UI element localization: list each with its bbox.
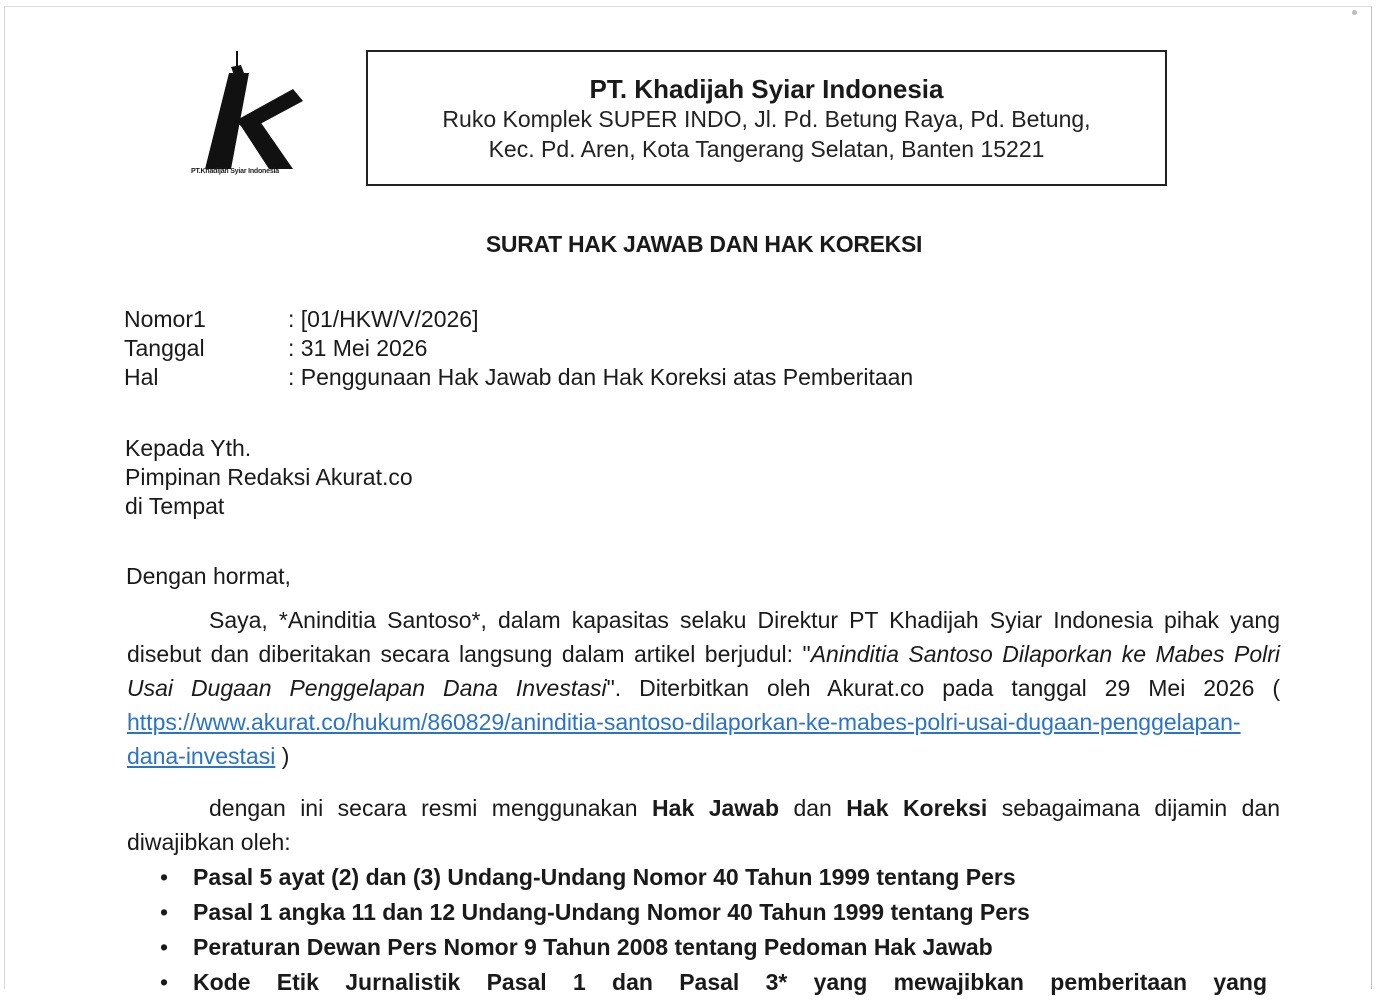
paragraph-2-text-a: dengan ini secara resmi menggunakan [209, 795, 653, 821]
meta-value: : Penggunaan Hak Jawab dan Hak Koreksi atas Pemberitaan [288, 364, 914, 390]
paragraph-2 [127, 791, 1280, 859]
letter-page [4, 6, 1372, 995]
bullet-icon: • [160, 934, 169, 960]
bullet-icon: • [160, 899, 169, 925]
scan-speck [1352, 10, 1357, 15]
logo-caption: PT.Khadijah Syiar Indonesia [191, 168, 279, 175]
recipient-line-1: Kepada Yth. [125, 435, 252, 461]
list-item-text: Kode Etik Jurnalistik Pasal 1 dan Pasal 3* yang mewajibkan pemberitaan yang [193, 969, 1267, 995]
letter-title: SURAT HAK JAWAB DAN HAK KOREKSI [485, 231, 923, 257]
list-item-text: Pasal 5 ayat (2) dan (3) Undang-Undang Nomor 40 Tahun 1999 tentang Pers [193, 864, 1016, 890]
list-item [155, 930, 1267, 965]
company-name: PT. Khadijah Syiar Indonesia [589, 74, 944, 104]
paragraph-1 [127, 603, 1280, 773]
hak-koreksi-term: Hak Koreksi [846, 795, 988, 821]
paragraph-2-text-b: dan [779, 795, 847, 821]
meta-value: : 31 Mei 2026 [288, 335, 428, 361]
letterhead-box [366, 50, 1167, 186]
legal-basis-list [155, 860, 1267, 1000]
list-item-text: Peraturan Dewan Pers Nomor 9 Tahun 2008 tentang Pedoman Hak Jawab [193, 934, 993, 960]
meta-row-number [124, 305, 913, 334]
bullet-icon: • [160, 969, 169, 995]
company-logo-icon [189, 51, 311, 183]
list-item [155, 965, 1267, 1000]
meta-row-subject [124, 363, 913, 392]
paragraph-1-text-a: Saya, *Aninditia Santoso*, dalam kapasitas selaku Direktur PT Khadijah Syiar Indonesia pihak yang disebut dan diberitakan secara langsung dalam artikel berjudul: " [127, 607, 1280, 667]
paragraph-2-text-c: sebagaimana dijamin dan diwajibkan oleh: [127, 795, 1281, 855]
meta-row-date [124, 334, 913, 363]
meta-key: Nomor1 [124, 306, 206, 332]
letter-meta [124, 305, 913, 392]
paragraph-1-text-b: ". Diterbitkan oleh Akurat.co pada tanggal 29 Mei 2026 ( [606, 675, 1280, 701]
list-item-text: Pasal 1 angka 11 dan 12 Undang-Undang Nomor 40 Tahun 1999 tentang Pers [193, 899, 1030, 925]
article-title: Aninditia Santoso Dilaporkan ke Mabes Polri Usai Dugaan Penggelapan Dana Investasi [127, 641, 1280, 701]
address-line-2: Kec. Pd. Aren, Kota Tangerang Selatan, Banten 15221 [488, 136, 1045, 162]
address-line-1: Ruko Komplek SUPER INDO, Jl. Pd. Betung Raya, Pd. Betung, [442, 106, 1091, 132]
bullet-icon: • [160, 864, 169, 890]
list-item [155, 860, 1267, 895]
meta-key: Hal [124, 364, 159, 390]
recipient-block [125, 434, 413, 521]
article-link[interactable]: https://www.akurat.co/hukum/860829/aninditia-santoso-dilaporkan-ke-mabes-polri-usai-dugaan-penggelapan-dana-investasi [127, 709, 1241, 769]
hak-jawab-term: Hak Jawab [652, 795, 780, 821]
paragraph-1-text-c: ) [275, 743, 290, 769]
meta-value: : [01/HKW/V/2026] [288, 306, 479, 332]
recipient-line-3: di Tempat [125, 493, 225, 519]
list-item [155, 895, 1267, 930]
salutation: Dengan hormat, [126, 563, 291, 589]
recipient-line-2: Pimpinan Redaksi Akurat.co [125, 464, 413, 490]
meta-key: Tanggal [124, 335, 205, 361]
